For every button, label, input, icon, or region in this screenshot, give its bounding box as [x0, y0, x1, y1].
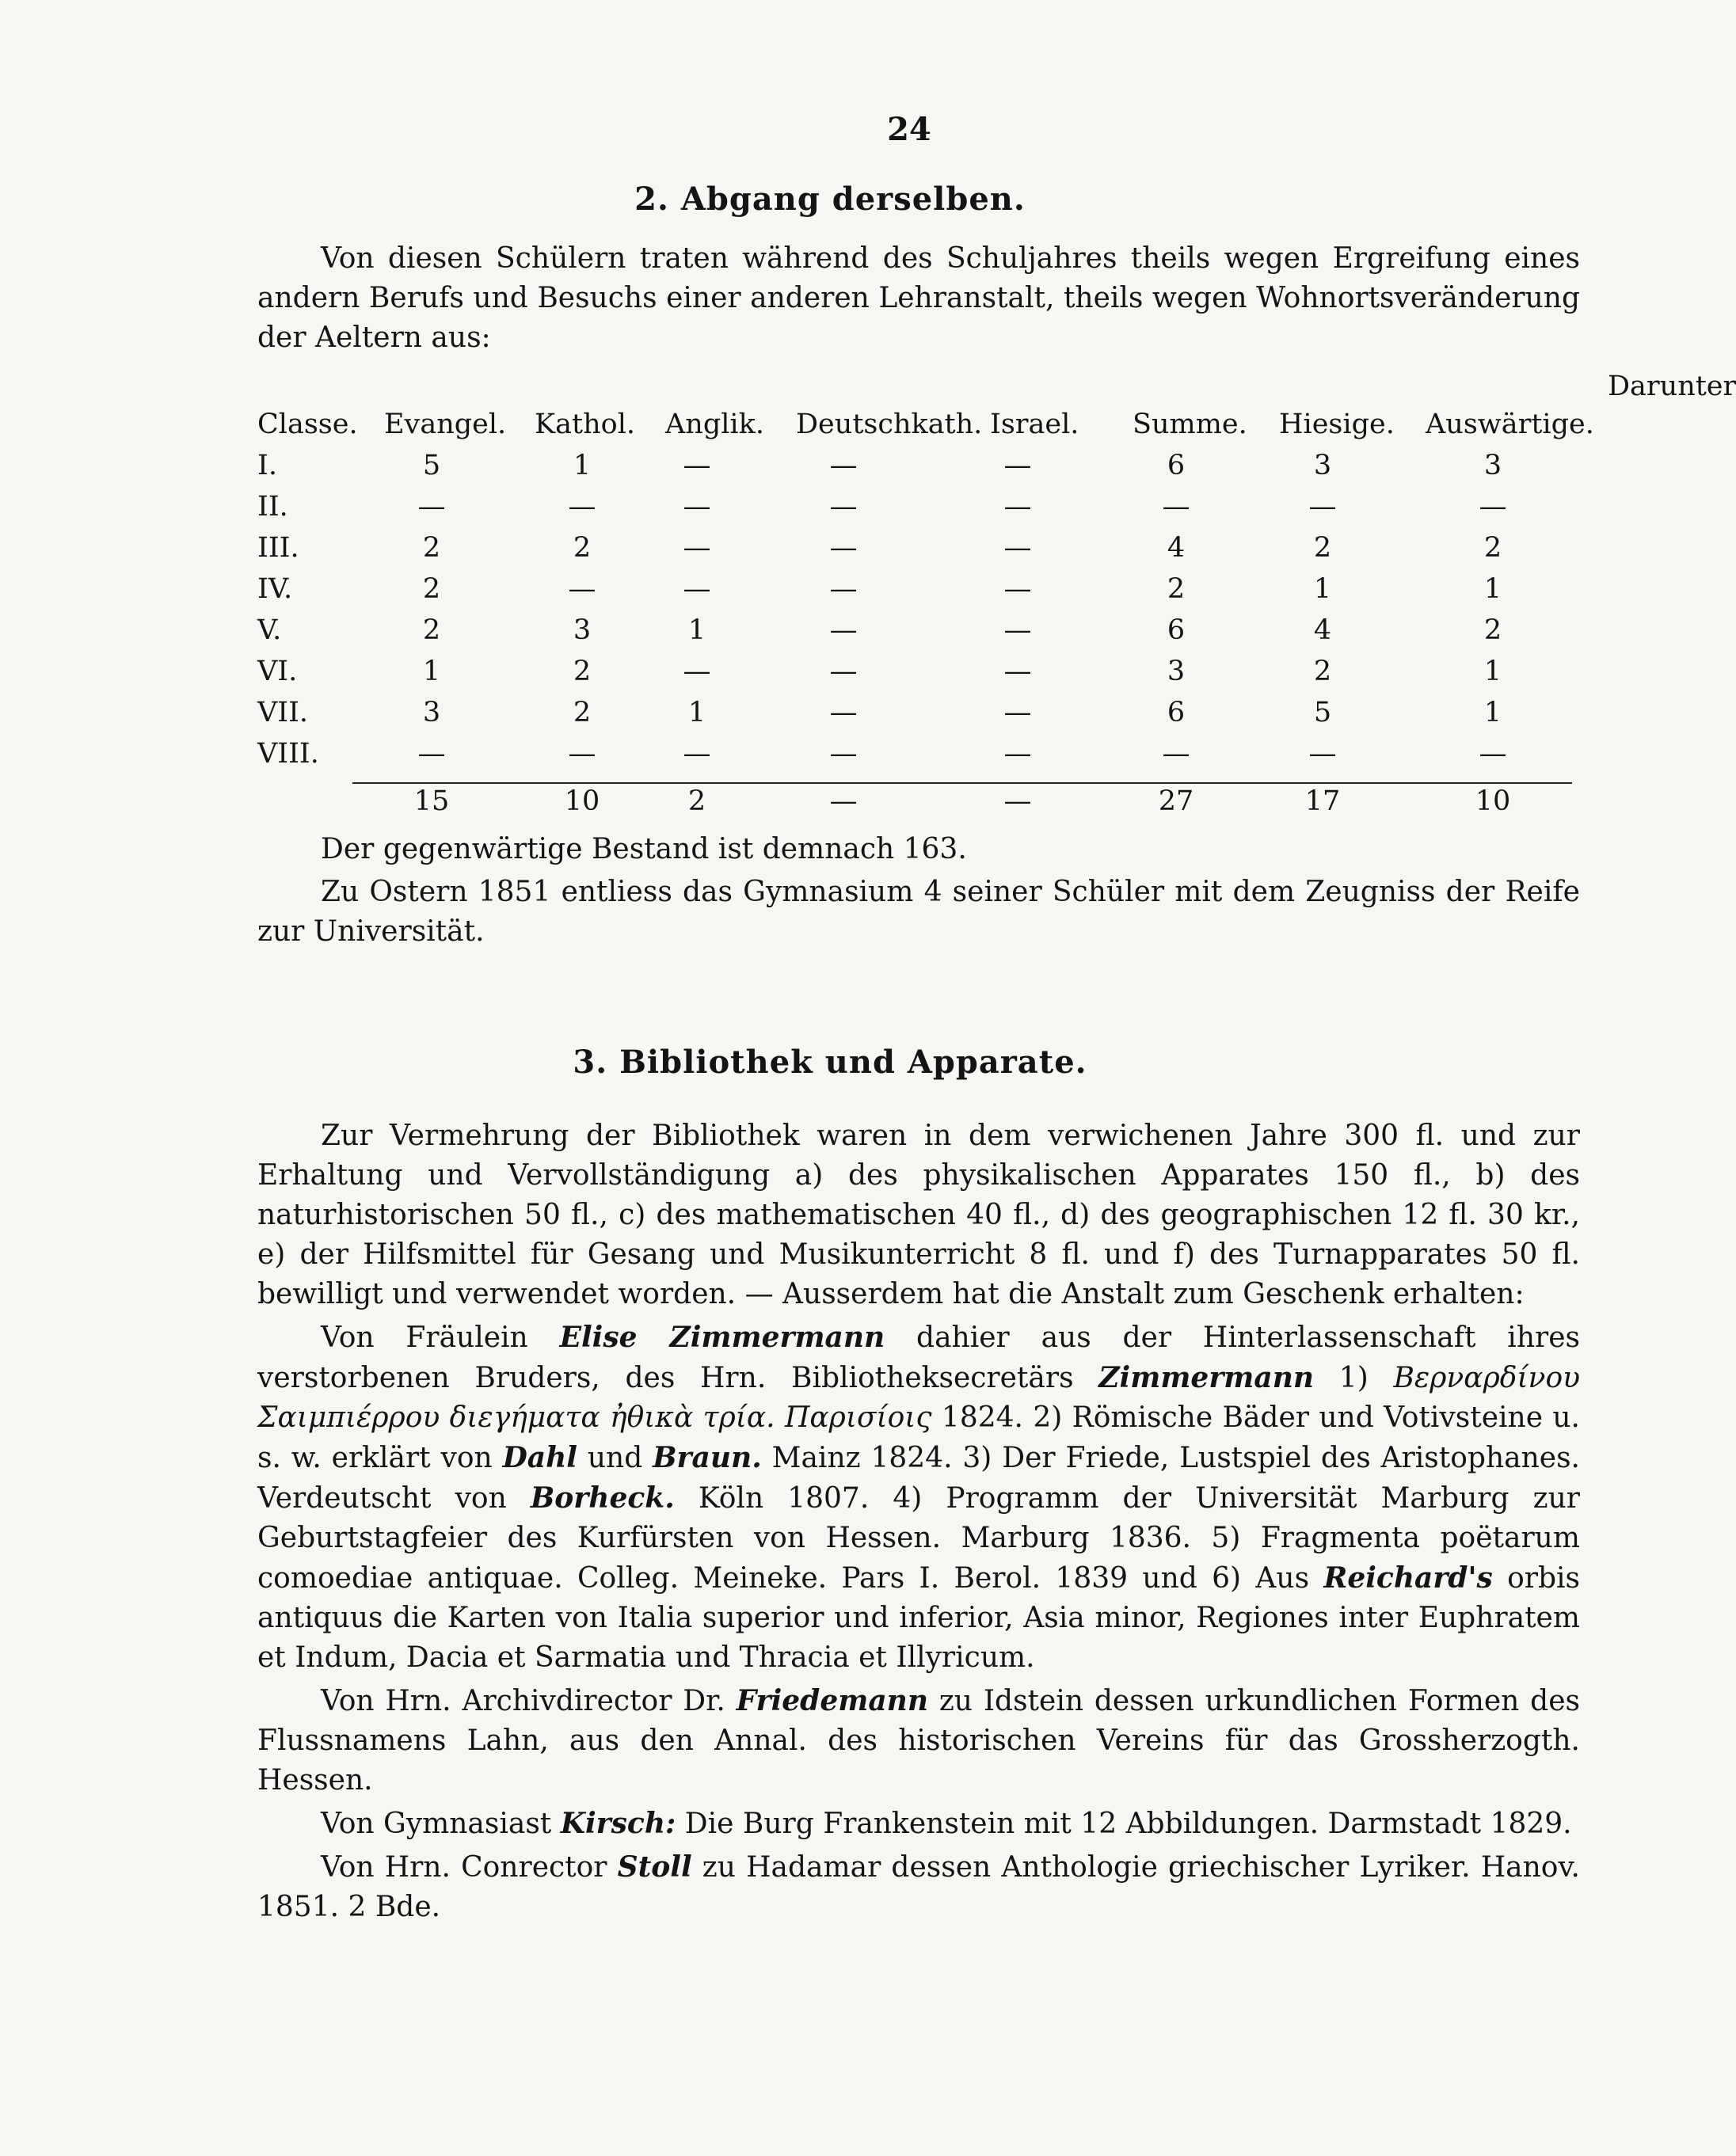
ostern-paragraph: Zu Ostern 1851 entliess das Gymnasium 4 seiner Schüler mit dem Zeugniss der Reife zur Universität.	[257, 876, 1580, 948]
table-cell: —	[1479, 738, 1507, 770]
table-cell: —	[829, 532, 858, 564]
donor-name: Friedemann	[736, 1684, 928, 1717]
section-heading-abgang: 2. Abgang derselben.	[634, 181, 1026, 218]
table-cell: —	[1308, 738, 1337, 770]
table-cell: —	[829, 450, 858, 481]
table-row	[257, 697, 1580, 736]
intro-paragraph: Von diesen Schülern traten während des Schuljahres theils wegen Ergreifung eines andern Berufs und Besuchs einer anderen Lehranstalt, theils wegen Wohnortsveränderung der Aeltern aus:	[257, 242, 1580, 354]
table-cell: 1	[687, 697, 706, 728]
table-cell: —	[1162, 738, 1190, 770]
table-cell: 1	[1313, 573, 1332, 605]
table-totals-row	[257, 785, 1580, 825]
table-cell: —	[1003, 573, 1032, 605]
table-cell: 6	[1167, 450, 1186, 481]
text-run: Von Fräulein	[321, 1321, 560, 1354]
table-cell: 2	[573, 532, 592, 564]
class-label: IV.	[257, 573, 293, 605]
table-cell: —	[568, 573, 596, 605]
table-cell: 2	[573, 697, 592, 728]
table-header-row	[257, 409, 1594, 448]
greek-title: Βερναρδίνου Σαιμπιέρρου διεγήματα ἠθικὰ τρία. Παρισίοις	[257, 1362, 1580, 1434]
table-cell: 10	[564, 785, 600, 817]
table-cell: 1	[1483, 573, 1502, 605]
table-cell: —	[829, 573, 858, 605]
text-run: orbis antiquus die Karten von Italia superior und inferior, Asia minor, Regiones inter Euphratem et Indum, Dacia et Sarmatia und Thracia et Illyricum.	[257, 1562, 1581, 1674]
kirsch-paragraph	[257, 1804, 1580, 1844]
table-cell: —	[829, 785, 858, 817]
table-cell: 2	[1313, 656, 1332, 687]
table-cell: —	[1479, 491, 1507, 523]
table-cell: 1	[573, 450, 592, 481]
table-cell: 2	[422, 614, 441, 646]
table-cell: 2	[422, 573, 441, 605]
table-row	[257, 532, 1580, 572]
col-header-evangel: Evangel.	[384, 409, 507, 440]
author-name: Reichard's	[1323, 1561, 1493, 1595]
table-cell: 6	[1167, 614, 1186, 646]
class-label: V.	[257, 614, 282, 646]
class-label: III.	[257, 532, 299, 564]
table-cell: —	[683, 573, 711, 605]
table-cell: 1	[1483, 656, 1502, 687]
table-cell: —	[1003, 450, 1032, 481]
col-header-israel: Israel.	[990, 409, 1079, 440]
table-cell: —	[417, 491, 446, 523]
col-header-deutschkath: Deutschkath.	[796, 409, 983, 440]
table-cell: —	[1003, 738, 1032, 770]
table-cell: 2	[687, 785, 706, 817]
donor-name: Zimmermann	[1098, 1361, 1315, 1394]
friedemann-paragraph	[257, 1681, 1580, 1800]
table-cell: 17	[1304, 785, 1341, 817]
table-cell: —	[1308, 491, 1337, 523]
table-cell: 1	[687, 614, 706, 646]
table-cell: 4	[1167, 532, 1186, 564]
table-cell: 3	[573, 614, 592, 646]
stoll-paragraph	[257, 1847, 1580, 1927]
text-run: Von Hrn. Archivdirector Dr.	[321, 1685, 737, 1717]
table-cell: 3	[422, 697, 441, 728]
table-cell: —	[829, 614, 858, 646]
budget-paragraph: Zur Vermehrung der Bibliothek waren in dem verwichenen Jahre 300 fl. und zur Erhaltung und Vervollständigung a) des physikalischen Apparates 150 fl., b) des naturhistorischen 50 fl., c) des mathematischen 40 fl., d) des geographischen 12 fl. 30 kr., e) der Hilfsmittel für Gesang und Musikunterricht 8 fl. und f) des Turnapparates 50 fl. bewilligt und verwendet worden. — Ausserdem hat die Anstalt zum Geschenk erhalten:	[257, 1120, 1580, 1310]
section2-intro	[257, 239, 1580, 358]
table-row	[257, 491, 1580, 530]
table-cell: 6	[1167, 697, 1186, 728]
table-row	[257, 738, 1580, 778]
bestand-paragraph: Der gegenwärtige Bestand ist demnach 163.	[321, 833, 967, 865]
table-cell: 10	[1475, 785, 1511, 817]
table-cell: 1	[1483, 697, 1502, 728]
table-cell: —	[1162, 491, 1190, 523]
table-cell: 4	[1313, 614, 1332, 646]
class-label: VII.	[257, 697, 309, 728]
text-run: zu Hadamar dessen Anthologie griechischer Lyriker. Hanov. 1851. 2 Bde.	[257, 1851, 1580, 1923]
table-cell: —	[1003, 491, 1032, 523]
table-cell: —	[417, 738, 446, 770]
text-run: 1824. 2) Römische Bäder und Votivsteine u. s. w. erklärt von	[257, 1401, 1580, 1474]
table-header-darunter: Darunter	[1608, 371, 1736, 402]
table-cell: —	[683, 532, 711, 564]
table-row	[257, 450, 1580, 489]
table-cell: 5	[422, 450, 441, 481]
table-cell: —	[829, 697, 858, 728]
text-run: 1)	[1314, 1362, 1394, 1394]
table-cell: 2	[1483, 614, 1502, 646]
author-name: Borheck.	[530, 1481, 675, 1515]
table-cell: —	[1003, 614, 1032, 646]
col-header-summe: Summe.	[1133, 409, 1247, 440]
table-cell: —	[683, 450, 711, 481]
table-cell: —	[683, 491, 711, 523]
table-cell: —	[568, 738, 596, 770]
table-row	[257, 573, 1580, 613]
departures-table	[257, 371, 1736, 830]
col-header-anglik: Anglik.	[665, 409, 764, 440]
col-header-classe: Classe.	[257, 409, 358, 440]
page-number: 24	[887, 111, 931, 148]
table-cell: 3	[1483, 450, 1502, 481]
col-header-auswaertige: Auswärtige.	[1426, 409, 1594, 440]
class-label: I.	[257, 450, 277, 481]
table-row	[257, 656, 1580, 695]
table-cell: 2	[1483, 532, 1502, 564]
text-run: Köln 1807. 4) Programm der Universität Marburg zur Geburtstagfeier des Kurfürsten von Hessen. Marburg 1836. 5) Fragmenta poëtarum comoediae antiquae. Colleg. Meineke. Pars I. Berol. 1839 und 6) Aus	[257, 1482, 1580, 1595]
class-label: II.	[257, 491, 288, 523]
text-run: Die Burg Frankenstein mit 12 Abbildungen. Darmstadt 1829.	[676, 1808, 1572, 1840]
donor-name: Elise Zimmermann	[559, 1321, 885, 1354]
table-cell: 27	[1158, 785, 1194, 817]
table-cell: —	[683, 738, 711, 770]
text-run: Von Hrn. Conrector	[321, 1851, 618, 1884]
table-cell: 2	[422, 532, 441, 564]
table-cell: —	[1003, 697, 1032, 728]
table-cell: 2	[573, 656, 592, 687]
table-cell: 15	[413, 785, 450, 817]
table-cell: —	[1003, 532, 1032, 564]
class-label: VIII.	[257, 738, 319, 770]
table-cell: 5	[1313, 697, 1332, 728]
total-rule	[352, 782, 1572, 784]
text-run: dahier aus der Hinterlassenschaft ihres verstorbenen Bruders, des Hrn. Bibliotheksecretärs	[257, 1321, 1580, 1394]
donor-name: Kirsch:	[560, 1807, 676, 1840]
text-run: Von Gymnasiast	[321, 1808, 561, 1840]
col-header-kathol: Kathol.	[535, 409, 636, 440]
table-cell: 3	[1167, 656, 1186, 687]
author-name: Dahl	[502, 1441, 577, 1474]
table-cell: 1	[422, 656, 441, 687]
table-cell: —	[1003, 785, 1032, 817]
table-cell: —	[683, 656, 711, 687]
text-run: und	[577, 1442, 653, 1474]
col-header-hiesige: Hiesige.	[1279, 409, 1395, 440]
table-cell: 2	[1167, 573, 1186, 605]
donor-name: Stoll	[617, 1850, 692, 1884]
author-name: Braun.	[653, 1441, 762, 1474]
table-cell: 3	[1313, 450, 1332, 481]
section-heading-bibliothek: 3. Bibliothek und Apparate.	[573, 1044, 1087, 1081]
table-cell: —	[829, 491, 858, 523]
table-cell: —	[829, 738, 858, 770]
table-cell: —	[568, 491, 596, 523]
table-row	[257, 614, 1580, 654]
text-run: zu Idstein dessen urkundlichen Formen des Flussnamens Lahn, aus den Annal. des historischen Vereins für das Grossherzogth. Hessen.	[257, 1685, 1580, 1797]
text-run: Mainz 1824. 3) Der Friede, Lustspiel des Aristophanes. Verdeutscht von	[257, 1442, 1580, 1515]
table-cell: 2	[1313, 532, 1332, 564]
zimmermann-paragraph	[257, 1318, 1580, 1678]
table-cell: —	[829, 656, 858, 687]
section3-body	[257, 1116, 1580, 1927]
table-cell: —	[1003, 656, 1032, 687]
class-label: VI.	[257, 656, 298, 687]
section2-summary	[257, 830, 1580, 952]
